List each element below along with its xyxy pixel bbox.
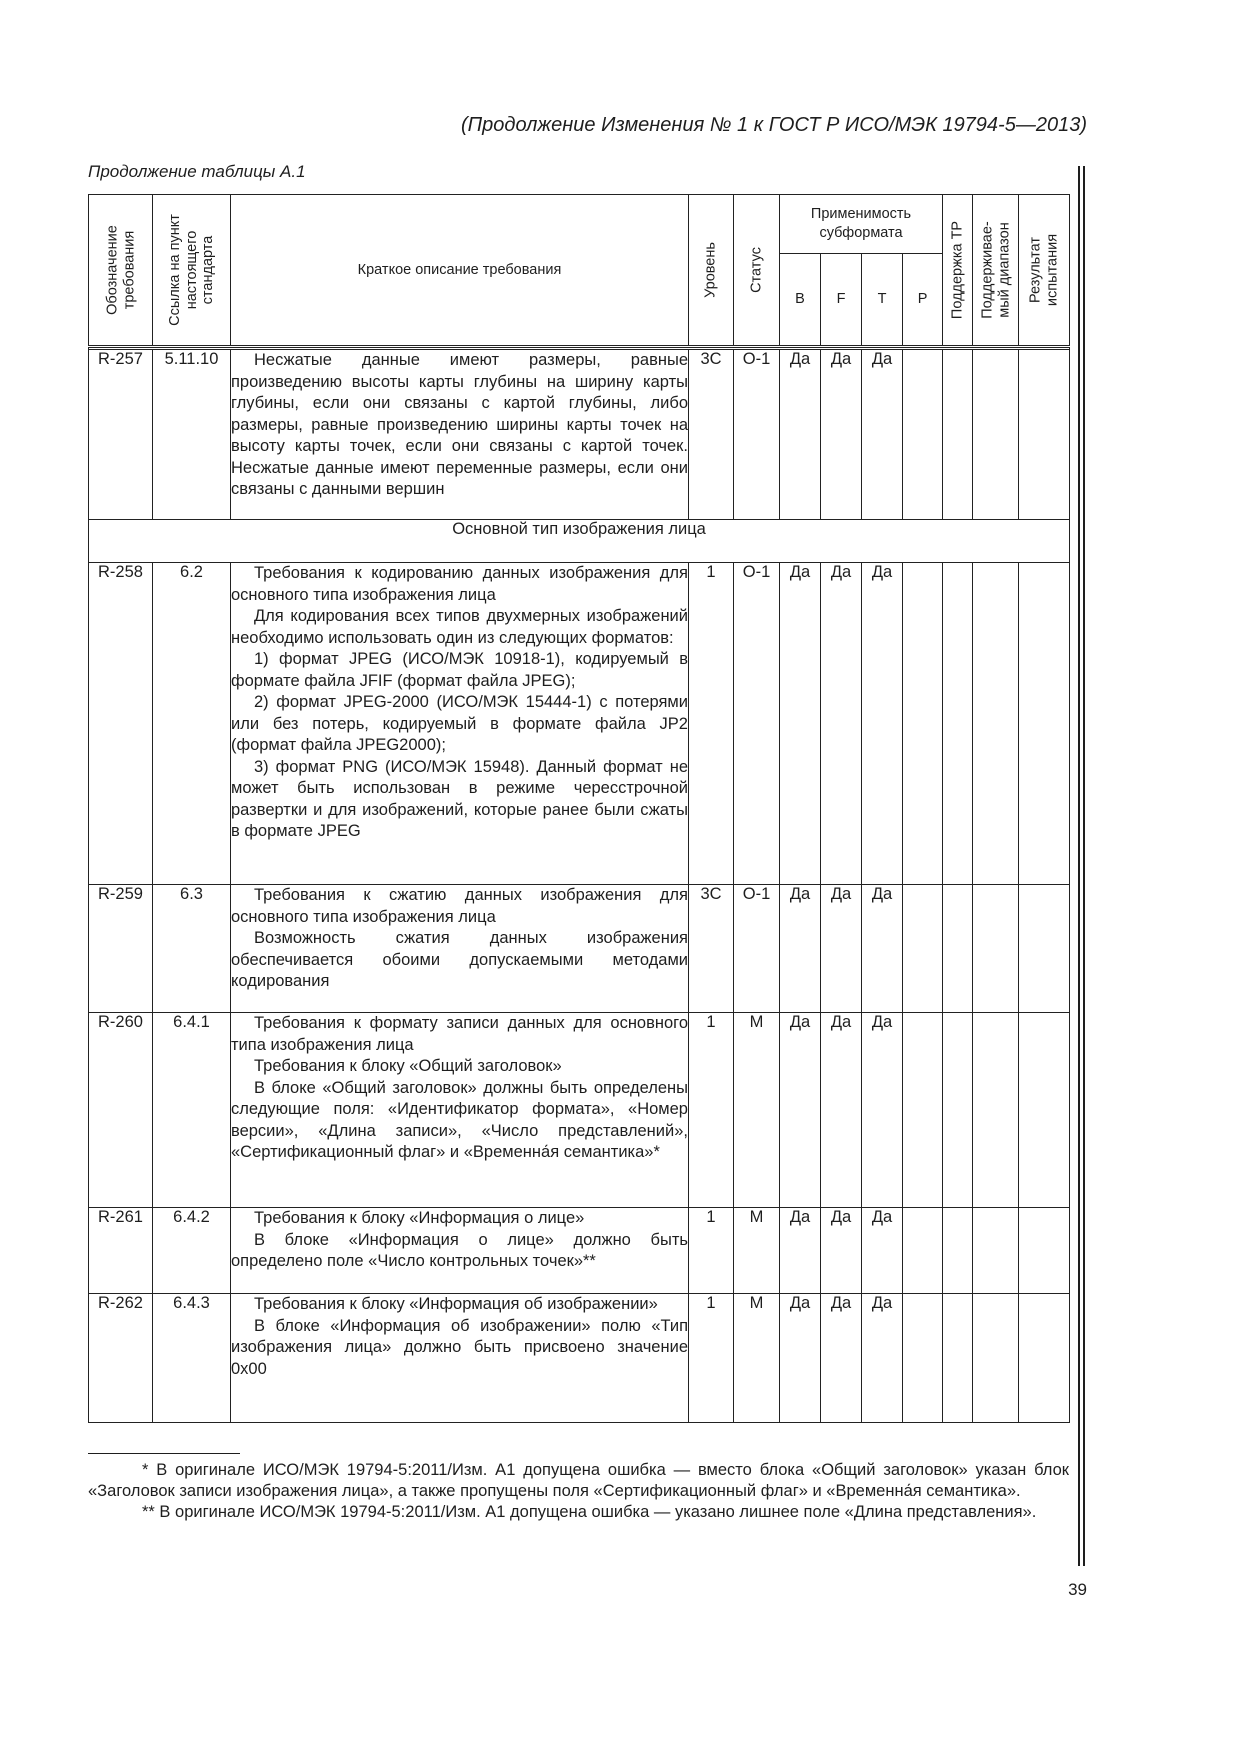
- col-sub-f-header: F: [821, 253, 862, 346]
- row-level: 3C: [689, 885, 734, 1013]
- row-f: Да: [821, 1294, 862, 1423]
- footnote-1: * В оригинале ИСО/МЭК 19794-5:2011/Изм. А1 допущена ошибка — вместо блока «Общий заголовок» указан блок «Заголовок записи изображения лица», а также пропущены поля «Сертификационный флаг» и «Временна́я семантика».: [88, 1461, 1069, 1500]
- footnote-rule: [88, 1453, 240, 1454]
- row-description: Требования к формату записи данных для основного типа изображения лица Требования к блоку «Общий заголовок» В блоке «Общий заголовок» должны быть определены следующие поля: «Идентификатор формата», «Номер версии», «Длина записи», «Число представлений», «Сертификационный флаг» и «Временна́я семантика»*: [231, 1013, 689, 1208]
- row-level: 1: [689, 1013, 734, 1208]
- row-level: 1: [689, 563, 734, 885]
- row-f: Да: [821, 1208, 862, 1294]
- row-p: [903, 350, 943, 520]
- row-t: Да: [862, 350, 903, 520]
- margin-bar-right: [1083, 166, 1085, 1566]
- row-f: Да: [821, 350, 862, 520]
- row-supported-range: [973, 885, 1019, 1013]
- row-test-result: [1019, 1294, 1070, 1423]
- row-status: O-1: [734, 563, 780, 885]
- row-supported-range: [973, 1294, 1019, 1423]
- row-b: Да: [780, 885, 821, 1013]
- row-test-result: [1019, 1013, 1070, 1208]
- page-number: 39: [1068, 1580, 1087, 1599]
- row-description: Требования к сжатию данных изображения для основного типа изображения лица Возможность сжатия данных изображения обеспечивается обоими допускаемыми методами кодирования: [231, 885, 689, 1013]
- row-test-result: [1019, 1208, 1070, 1294]
- row-test-result: [1019, 885, 1070, 1013]
- col-reference-header: Ссылка на пункт настоящего стандарта: [153, 195, 231, 347]
- table-row: [89, 350, 1070, 520]
- col-sub-b-header: B: [780, 253, 821, 346]
- row-description: Несжатые данные имеют размеры, равные произведению высоты карты глубины на ширину карты глубины, если они связаны с картой глубины, либо размеры, равные произведению ширины карты точек на высоту карты точек, если они связаны с картой точек. Несжатые данные имеют переменные размеры, если они связаны с данными вершин: [231, 350, 689, 520]
- row-p: [903, 1013, 943, 1208]
- row-level: 1: [689, 1208, 734, 1294]
- row-ref: 6.4.3: [153, 1294, 231, 1423]
- table-caption: Продолжение таблицы А.1: [88, 162, 306, 181]
- row-support-tr: [943, 350, 973, 520]
- col-designation-header: Обозначение требования: [89, 195, 153, 347]
- row-ref: 6.2: [153, 563, 231, 885]
- row-t: Да: [862, 1013, 903, 1208]
- row-supported-range: [973, 1013, 1019, 1208]
- row-status: M: [734, 1013, 780, 1208]
- col-test-result-header: Результат испытания: [1019, 195, 1070, 347]
- row-t: Да: [862, 1208, 903, 1294]
- row-supported-range: [973, 563, 1019, 885]
- row-b: Да: [780, 1013, 821, 1208]
- row-p: [903, 1294, 943, 1423]
- row-b: Да: [780, 1294, 821, 1423]
- row-description: Требования к блоку «Информация об изображении» В блоке «Информация об изображении» полю «Тип изображения лица» должно быть присвоено значение 0x00: [231, 1294, 689, 1423]
- row-status: M: [734, 1294, 780, 1423]
- row-b: Да: [780, 1208, 821, 1294]
- row-t: Да: [862, 885, 903, 1013]
- row-description: Требования к кодированию данных изображения для основного типа изображения лица Для кодирования всех типов двухмерных изображений необходимо использовать один из следующих форматов: 1) формат JPEG (ИСО/МЭК 10918-1), кодируемый в формате файла JFIF (формат файла JPEG); 2) формат JPEG-2000 (ИСО/МЭК 15444-1) с потерями или без потерь, кодируемый в формате файла JP2 (формат файла JPEG2000); 3) формат PNG (ИСО/МЭК 15948). Данный формат не может быть использован в режиме чересстрочной развертки и для изображений, которые ранее были сжаты в формате JPEG: [231, 563, 689, 885]
- col-sub-t-header: T: [862, 253, 903, 346]
- row-support-tr: [943, 1294, 973, 1423]
- table-row: [89, 1013, 1070, 1208]
- margin-bar-left: [1078, 166, 1080, 1566]
- row-ref: 6.4.2: [153, 1208, 231, 1294]
- row-t: Да: [862, 563, 903, 885]
- row-status: O-1: [734, 350, 780, 520]
- row-description: Требования к блоку «Информация о лице» В блоке «Информация о лице» должно быть определено поле «Число контрольных точек»**: [231, 1208, 689, 1294]
- row-id: R-258: [89, 563, 153, 885]
- row-supported-range: [973, 1208, 1019, 1294]
- page-header: (Продолжение Изменения № 1 к ГОСТ Р ИСО/МЭК 19794-5—2013): [460, 114, 1087, 136]
- row-t: Да: [862, 1294, 903, 1423]
- row-ref: 6.3: [153, 885, 231, 1013]
- row-status: O-1: [734, 885, 780, 1013]
- row-level: 3C: [689, 350, 734, 520]
- row-level: 1: [689, 1294, 734, 1423]
- section-title: Основной тип изображения лица: [89, 520, 1070, 563]
- row-p: [903, 563, 943, 885]
- row-supported-range: [973, 350, 1019, 520]
- row-id: R-261: [89, 1208, 153, 1294]
- row-p: [903, 885, 943, 1013]
- row-ref: 6.4.1: [153, 1013, 231, 1208]
- row-ref: 5.11.10: [153, 350, 231, 520]
- table-row: [89, 1294, 1070, 1423]
- col-sub-p-header: P: [903, 253, 943, 346]
- col-applicability-header: Применимость субформата: [780, 195, 943, 254]
- footnote-2: ** В оригинале ИСО/МЭК 19794-5:2011/Изм. А1 допущена ошибка — указано лишнее поле «Длина представления».: [142, 1503, 1037, 1521]
- row-f: Да: [821, 1013, 862, 1208]
- row-b: Да: [780, 563, 821, 885]
- requirements-table: [88, 194, 1070, 1423]
- row-id: R-260: [89, 1013, 153, 1208]
- row-b: Да: [780, 350, 821, 520]
- table-row: [89, 563, 1070, 885]
- col-description-header: Краткое описание требования: [231, 195, 689, 347]
- row-test-result: [1019, 563, 1070, 885]
- row-f: Да: [821, 885, 862, 1013]
- row-id: R-262: [89, 1294, 153, 1423]
- footnotes: [88, 1460, 1069, 1523]
- row-id: R-257: [89, 350, 153, 520]
- col-support-tr-header: Поддержка ТР: [943, 195, 973, 347]
- row-id: R-259: [89, 885, 153, 1013]
- col-supported-range-header: Поддерживае-мый диапазон: [973, 195, 1019, 347]
- row-support-tr: [943, 885, 973, 1013]
- col-status-header: Статус: [734, 195, 780, 347]
- col-level-header: Уровень: [689, 195, 734, 347]
- row-test-result: [1019, 350, 1070, 520]
- row-support-tr: [943, 1208, 973, 1294]
- table-row: [89, 885, 1070, 1013]
- row-status: M: [734, 1208, 780, 1294]
- table-row: [89, 1208, 1070, 1294]
- row-support-tr: [943, 1013, 973, 1208]
- row-f: Да: [821, 563, 862, 885]
- row-support-tr: [943, 563, 973, 885]
- section-row: [89, 520, 1070, 563]
- row-p: [903, 1208, 943, 1294]
